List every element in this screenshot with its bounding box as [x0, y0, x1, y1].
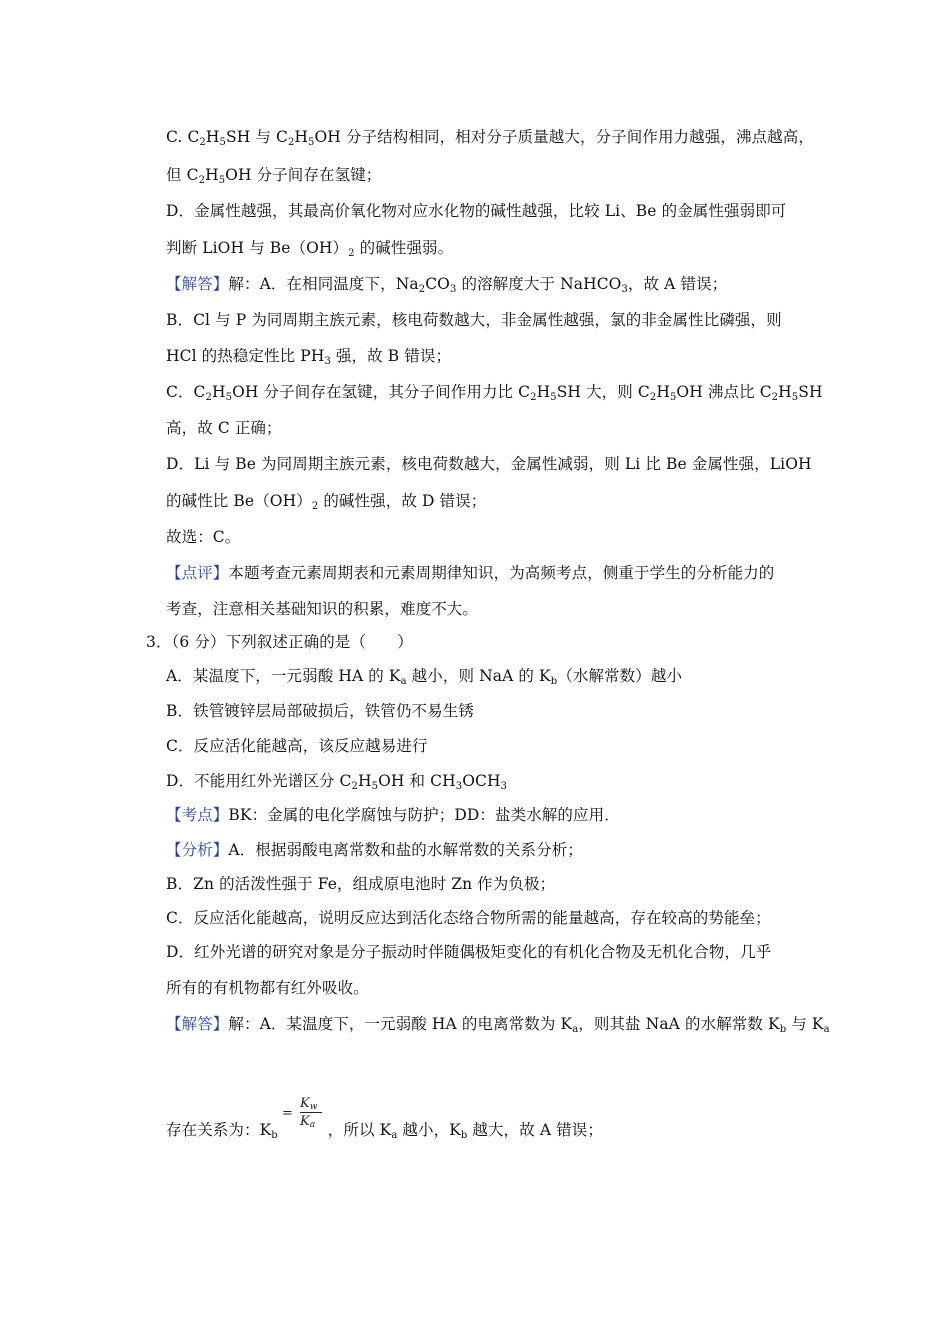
- prev-analysis-d-line-1: D．金属性越强，其最高价氧化物对应水化物的碱性越强，比较 Li、Be 的金属性强弱即可: [166, 202, 787, 220]
- prev-answer-b-line-2: HCl 的热稳定性比 $PH_3$ 强，故 B 错误；: [166, 347, 452, 367]
- prev-choice: 故选：C。: [166, 528, 241, 546]
- prev-analysis-d-line-2: 判断 LiOH 与 $Be(OH)_2$ 的碱性强弱。: [166, 239, 454, 259]
- analysis-a-text: A．根据弱酸电离常数和盐的水解常数的关系分析；: [228, 841, 583, 859]
- analysis-tag: 【分析】: [166, 841, 229, 859]
- q3-analysis-a: [166, 840, 583, 860]
- point-text: BK：金属的电化学腐蚀与防护；DD：盐类水解的应用．: [228, 806, 620, 824]
- prev-analysis-c-line-2: 但 $C_2H_5OH$ 分子间存在氢键；: [166, 166, 382, 186]
- prev-comment-line-1: [166, 563, 774, 583]
- prev-analysis-c-line-1: C. $C_2H_5SH$ 与 $C_2H_5OH$ 分子结构相同，相对分子质量越大，分子间作用力越强，沸点越高，: [166, 128, 814, 148]
- comment-tag: 【点评】: [166, 564, 229, 582]
- q3-option-a: A．某温度下，一元弱酸 HA 的 $K_a$ 越小，则 NaA 的 $K_b$（水解常数）越小: [166, 667, 683, 687]
- prev-answer-d-line-2: 的碱性比 $Be(OH)_2$ 的碱性强，故 D 错误；: [166, 492, 487, 512]
- q3-answer-tag: 【解答】: [166, 1015, 229, 1033]
- question-3-stem: 3．（6 分）下列叙述正确的是（ ）: [146, 633, 413, 651]
- prev-answer-b-line-1: B．Cl 与 P 为同周期主族元素，核电荷数越大，非金属性越强，氯的非金属性比磷强，则: [166, 311, 782, 329]
- q3-option-c: C．反应活化能越高，该反应越易进行: [166, 737, 428, 755]
- q3-option-b: B．铁管镀锌层局部破损后，铁管仍不易生锈: [166, 702, 474, 720]
- answer-tag: 【解答】: [166, 275, 229, 293]
- prev-answer-a: 【解答】解：A．在相同温度下，$Na_2CO_3$ 的溶解度大于 NaHCO$_3$，故 A 错误；: [166, 275, 728, 295]
- prev-answer-c-line-2: 高，故 C 正确；: [166, 419, 282, 437]
- q3-point: [166, 805, 620, 825]
- prev-comment-line-2: 考查，注意相关基础知识的积累，难度不大。: [166, 600, 479, 618]
- point-tag: 【考点】: [166, 806, 229, 824]
- prev-answer-c-line-1: C．$C_2H_5OH$ 分子间存在氢键，其分子间作用力比 $C_2H_5SH$ 大，则 $C_2H_5OH$ 沸点比 $C_2H_5SH$: [166, 383, 823, 403]
- q3-answer-a-line-2: 存在关系为：$K_b$ ，所以 $K_a$ 越小，$K_b$ 越大，故 A 错误；: [166, 1121, 603, 1141]
- q3-analysis-b: B．Zn 的活泼性强于 Fe，组成原电池时 Zn 作为负极；: [166, 875, 556, 893]
- q3-analysis-d-line-2: 所有的有机物都有红外吸收。: [166, 979, 369, 997]
- q3-answer-a-line-1: 【解答】解：A．某温度下，一元弱酸 HA 的电离常数为 $K_a$，则其盐 NaA 的水解常数 $K_b$ 与 $K_a$: [166, 1015, 830, 1035]
- q3-option-d: D．不能用红外光谱区分 $C_2H_5OH$ 和 $CH_3OCH_3$: [166, 772, 508, 792]
- comment-text: 本题考查元素周期表和元素周期律知识，为高频考点，侧重于学生的分析能力的: [228, 564, 775, 582]
- kw-over-ka-formula: = Kw Ka: [282, 1096, 326, 1136]
- prev-answer-d-line-1: D．Li 与 Be 为同周期主族元素，核电荷数越大，金属性减弱，则 Li 比 Be 金属性强，LiOH: [166, 455, 812, 473]
- q3-analysis-d-line-1: D．红外光谱的研究对象是分子振动时伴随偶极矩变化的有机化合物及无机化合物，几乎: [166, 943, 772, 961]
- q3-analysis-c: C．反应活化能越高，说明反应达到活化态络合物所需的能量越高，存在较高的势能垒；: [166, 909, 771, 927]
